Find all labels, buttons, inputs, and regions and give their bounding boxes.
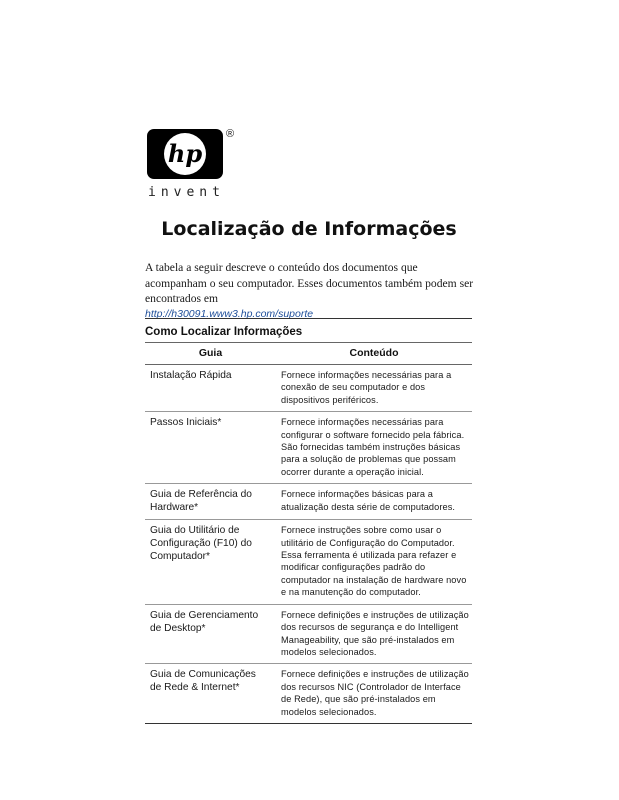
row-guide: Guia de Gerenciamento de Desktop* (145, 604, 276, 664)
table-caption: Como Localizar Informações (145, 326, 303, 338)
hp-logo (146, 128, 246, 208)
row-guide: Guia de Referência do Hardware* (145, 484, 276, 520)
intro-paragraph (145, 260, 475, 322)
header-content: Conteúdo (276, 343, 472, 365)
row-guide: Guia do Utilitário de Configuração (F10) do Computador* (145, 520, 276, 604)
page-title: Localização de Informações (161, 218, 457, 240)
row-content: Fornece informações necessárias para a conexão de seu computador e dos dispositivos periféricos. (276, 365, 472, 412)
brand-tagline: invent (148, 185, 225, 200)
registered-mark: ® (226, 128, 235, 140)
table-row (145, 664, 472, 724)
header-guide: Guia (145, 343, 276, 365)
info-table (145, 342, 472, 724)
row-content: Fornece definições e instruções de utilização dos recursos de segurança e do Intelligent Manageability, que são pré-instalados em modelos selecionados. (276, 604, 472, 664)
table-header-row (145, 343, 472, 365)
logo-text: hp (167, 139, 203, 168)
row-content: Fornece informações necessárias para configurar o software fornecido pela fábrica. São fornecidas também instruções básicas para a solução de problemas que possam ocorrer durante a operação inicial. (276, 412, 472, 484)
row-guide: Instalação Rápida (145, 365, 276, 412)
row-guide: Passos Iniciais* (145, 412, 276, 484)
row-content: Fornece definições e instruções de utilização dos recursos NIC (Controlador de Interface de Rede), que são pré-instalados em modelos selecionados. (276, 664, 472, 724)
table-row (145, 604, 472, 664)
row-guide: Guia de Comunicações de Rede & Internet* (145, 664, 276, 724)
hp-logo-icon (146, 128, 224, 180)
table-row (145, 520, 472, 604)
table-row (145, 484, 472, 520)
intro-text: A tabela a seguir descreve o conteúdo dos documentos que acompanham o seu computador. Esses documentos também podem ser encontrados em (145, 261, 474, 305)
row-content: Fornece instruções sobre como usar o utilitário de Configuração do Computador. Essa ferramenta é utilizada para refazer e modificar configurações padrão do computador na instalação de hardware novo e na manutenção do computador. (276, 520, 472, 604)
info-table-block (145, 318, 472, 724)
table-row (145, 365, 472, 412)
support-link[interactable]: http://h30091.www3.hp.com/suporte (145, 307, 314, 320)
row-content: Fornece informações básicas para a atualização desta série de computadores. (276, 484, 472, 520)
table-row (145, 412, 472, 484)
